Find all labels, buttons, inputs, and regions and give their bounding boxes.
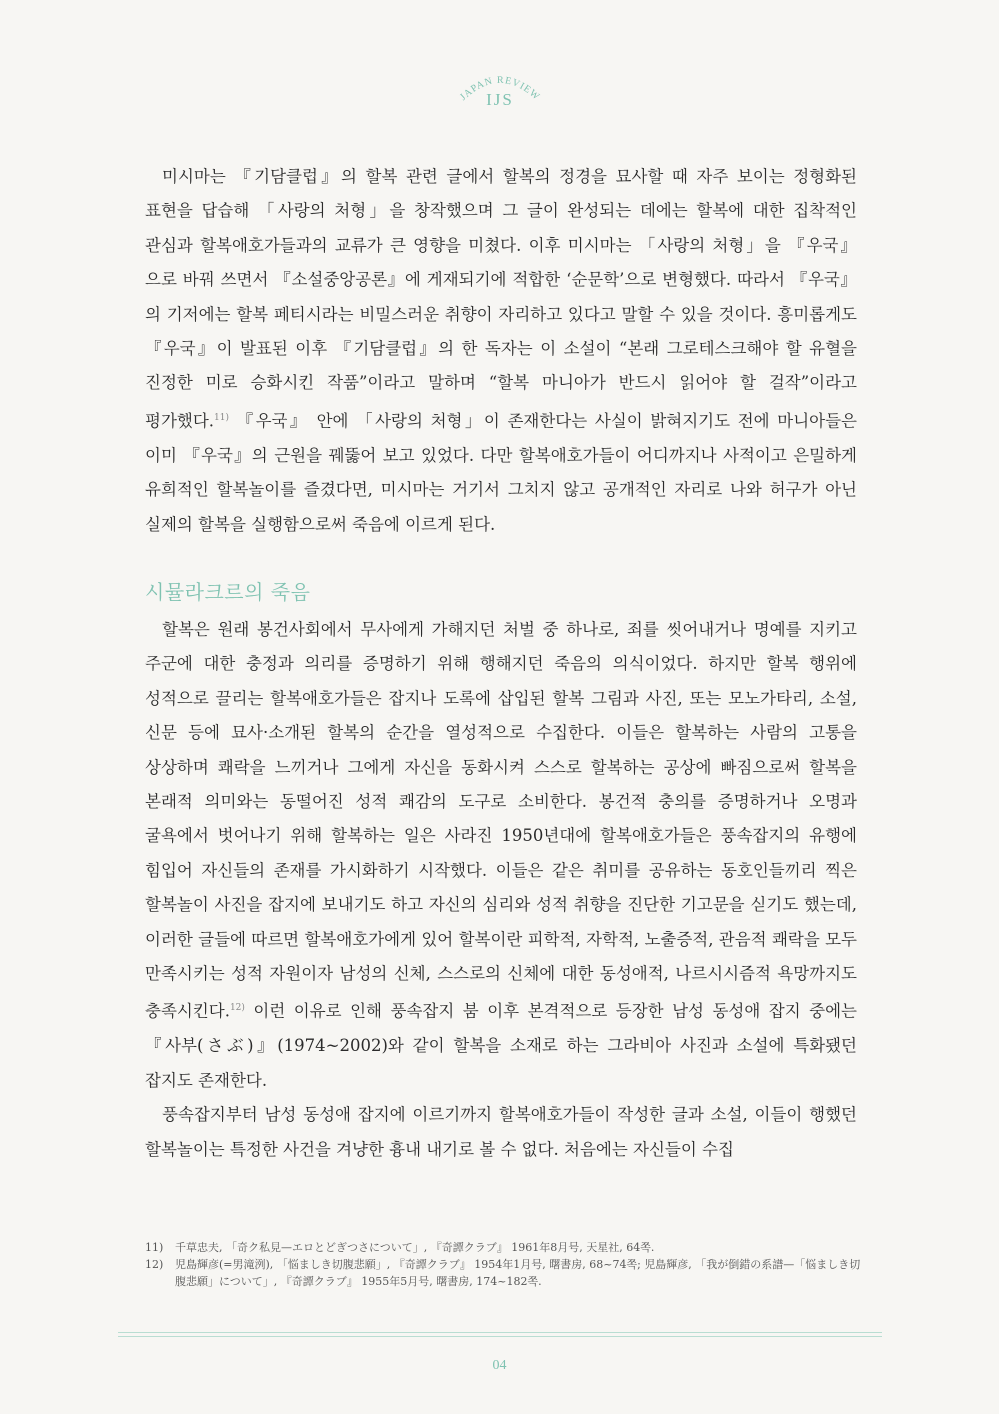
body-paragraph: 할복은 원래 봉건사회에서 무사에게 가해지던 처벌 중 하나로, 죄를 씻어내거나 명예를 지키고 주군에 대한 충정과 의리를 증명하기 위해 행해지던 죽음의 의식이었다. 하지만 할복 행위에 성적으로 끌리는 할복애호가들은 잡지나 도록에 삽입된 할복 그림과 사진, 또는 모노가타리, 소설, 신문 등에 묘사·소개된 할복의 순간을 열성적으로 수집한다. 이들은 할복하는 사람의 고통을 상상하며 쾌락을 느끼거나 그에게 자신을 동화시켜 스스로 할복하는 공상에 빠짐으로써 할복을 본래적 의미와는 동떨어진 성적 쾌감의 도구로 소비한다. 봉건적 충의를 증명하거나 오명과 굴욕에서 벗어나기 위해 할복하는 일은 사라진 1950년대에 할복애호가들은 풍속잡지의 유행에 힘입어 자신들의 존재를 가시화하기 시작했다. 이들은 같은 취미를 공유하는 동호인들끼리 찍은 할복놀이 사진을 잡지에 보내기도 하고 자신의 심리와 성적 취향을 진단한 기고문을 싣기도 했는데, 이러한 글들에 따르면 할복애호가에게 있어 할복이란 피학적, 자학적, 노출증적, 관음적 쾌락을 모두 만족시키는 성적 자원이자 남성의 신체, 스스로의 신체에 대한 동성애적, 나르시시즘적 욕망까지도 충족시킨다.$^{12)}$ 이런 이유로 인해 풍속잡지 붐 이후 본격적으로 등장한 남성 동성애 잡지 중에는 『사부(さぶ)』(1974~2002)와 같이 할복을 소재로 하는 그라비아 사진과 소설에 특화됐던 잡지도 존재한다. [145,619,857,1090]
footer-divider [118,1332,882,1333]
footnote-number: 11) [145,1241,164,1254]
section-title: 시뮬라크르의 죽음 [145,579,311,604]
svg-text:JAPAN REVIEW: JAPAN REVIEW [457,74,542,103]
page-number: 04 [492,1358,507,1373]
journal-logo [440,60,560,120]
body-paragraph: 미시마는 『기담클럽』의 할복 관련 글에서 할복의 정경을 묘사할 때 자주 보이는 정형화된 표현을 답습해 「사랑의 처형」을 창작했으며 그 글이 완성되는 데에는 할복에 대한 집착적인 관심과 할복애호가들과의 교류가 큰 영향을 미쳤다. 이후 미시마는 「사랑의 처형」을 『우국』으로 바꿔 쓰면서 『소설중앙공론』에 게재되기에 적합한 ‘순문학’으로 변형했다. 따라서 『우국』의 기저에는 할복 페티시라는 비밀스러운 취향이 자리하고 있다고 말할 수 있을 것이다. 흥미롭게도 『우국』이 발표된 이후 『기담클럽』의 한 독자는 이 소설이 “본래 그로테스크해야 할 유혈을 진정한 미로 승화시킨 작품”이라고 말하며 “할복 마니아가 반드시 읽어야 할 걸작”이라고 평가했다.$^{11)}$ 『우국』 안에 「사랑의 처형」이 존재한다는 사실이 밝혀지기도 전에 마니아들은 이미 『우국』의 근원을 꿰뚫어 보고 있었다. 다만 할복애호가들이 어디까지나 사적이고 은밀하게 유희적인 할복놀이를 즐겼다면, 미시마는 거기서 그치지 않고 공개적인 자리로 나와 허구가 아닌 실제의 할복을 실행함으로써 죽음에 이르게 된다. [145,167,857,534]
footnote-ref[interactable]: 12) [229,1003,245,1014]
footnote-text: 児島輝彦(=男滝洌), 「悩ましき切腹悲願」, 『奇譚クラブ』 1954年1月号, 曙書房, 68~74쪽; 児島輝彦, 「我が倒錯の系譜—「悩ましき切腹悲願」について」, 『奇譚クラブ』 1955年5月号, 曙書房, 174~182쪽. [175,1258,861,1288]
footnotes [145,1239,865,1290]
logo-mark: IJS [486,90,514,109]
footer-divider [118,1336,882,1337]
footnote-item [145,1256,865,1290]
main-content [145,160,857,1167]
footnote-number: 12) [145,1258,164,1271]
footnote-text: 千草忠夫, 「奇ク私見—エロとどぎつさについて」, 『奇譚クラブ』 1961年8月号, 天星社, 64쪽. [175,1241,655,1254]
footnote-item [145,1239,865,1256]
footnote-ref[interactable]: 11) [214,412,229,423]
body-paragraph: 풍속잡지부터 남성 동성애 잡지에 이르기까지 할복애호가들이 작성한 글과 소설, 이들이 행했던 할복놀이는 특정한 사건을 겨냥한 흉내 내기로 볼 수 없다. 처음에는 자신들이 수집 [145,1105,857,1159]
